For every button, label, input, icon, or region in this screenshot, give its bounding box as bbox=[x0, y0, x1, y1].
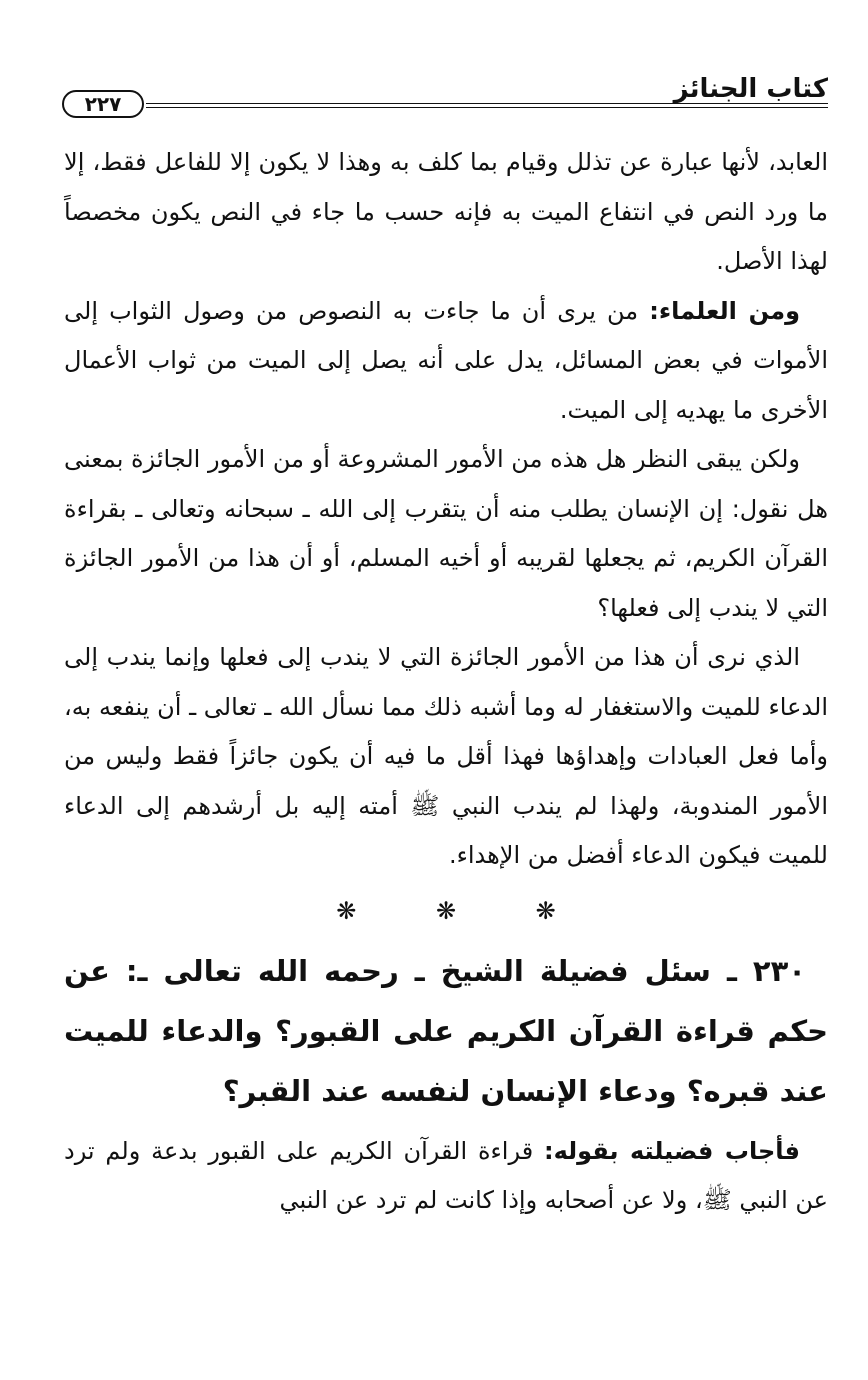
paragraph-4: الذي نرى أن هذا من الأمور الجائزة التي لا يندب إلى فعلها وإنما يندب إلى الدعاء للميت والاستغفار له وما أشبه ذلك مما نسأل الله ـ تعالى ـ أن ينفعه به، وأما فعل العبادات وإهداؤها فهذا أقل ما فيه أن يكون جائزاً فقط وليس من الأمور المندوبة، ولهذا لم يندب النبي ﷺ أمته إليه بل أرشدهم إلى الدعاء للميت فيكون الدعاء أفضل من الإهداء. bbox=[64, 643, 828, 869]
question-heading: ٢٣٠ ـ سئل فضيلة الشيخ ـ رحمه الله تعالى ـ: عن حكم قراءة القرآن الكريم على القبور؟ والدعاء للميت عند قبره؟ ودعاء الإنسان لنفسه عند القبر؟ bbox=[64, 953, 828, 1108]
running-head-title: كتاب الجنائز bbox=[673, 74, 828, 104]
answer-paragraph bbox=[64, 1127, 828, 1226]
paragraph-2-lead: ومن العلماء: bbox=[649, 296, 801, 325]
paragraph-3: ولكن يبقى النظر هل هذه من الأمور المشروعة أو من الأمور الجائزة بمعنى هل نقول: إن الإنسان يطلب منه أن يتقرب إلى الله ـ سبحانه وتعالى ـ بقراءة القرآن الكريم، ثم يجعلها لقريبه أو أخيه المسلم، أو أن هذا من الأمور الجائزة التي لا يندب إلى فعلها؟ bbox=[64, 445, 828, 622]
paragraph-1: العابد، لأنها عبارة عن تذلل وقيام بما كلف به وهذا لا يكون إلا للفاعل فقط، إلا ما ورد النص في انتفاع الميت به فإنه حسب ما جاء في النص يكون مخصصاً لهذا الأصل. bbox=[64, 148, 828, 275]
header-rule bbox=[146, 103, 828, 104]
answer-lead: فأجاب فضيلته بقوله: bbox=[543, 1136, 800, 1165]
header-rule-secondary bbox=[146, 107, 828, 108]
page-header bbox=[62, 72, 828, 122]
paragraph-2 bbox=[64, 287, 828, 436]
answer-text: قراءة القرآن الكريم على القبور بدعة ولم ترد عن النبي ﷺ، ولا عن أصحابه وإذا كانت لم ترد عن النبي bbox=[64, 1136, 828, 1214]
main-text bbox=[64, 138, 828, 1226]
paragraph-2-text: من يرى أن ما جاءت به النصوص من وصول الثواب إلى الأموات في بعض المسائل، يدل على أنه يصل إلى الميت من ثواب الأعمال الأخرى ما يهديه إلى الميت. bbox=[64, 296, 828, 424]
section-separator: ❋ ❋ ❋ bbox=[336, 896, 592, 925]
page-number: ٢٢٧ bbox=[62, 90, 144, 118]
